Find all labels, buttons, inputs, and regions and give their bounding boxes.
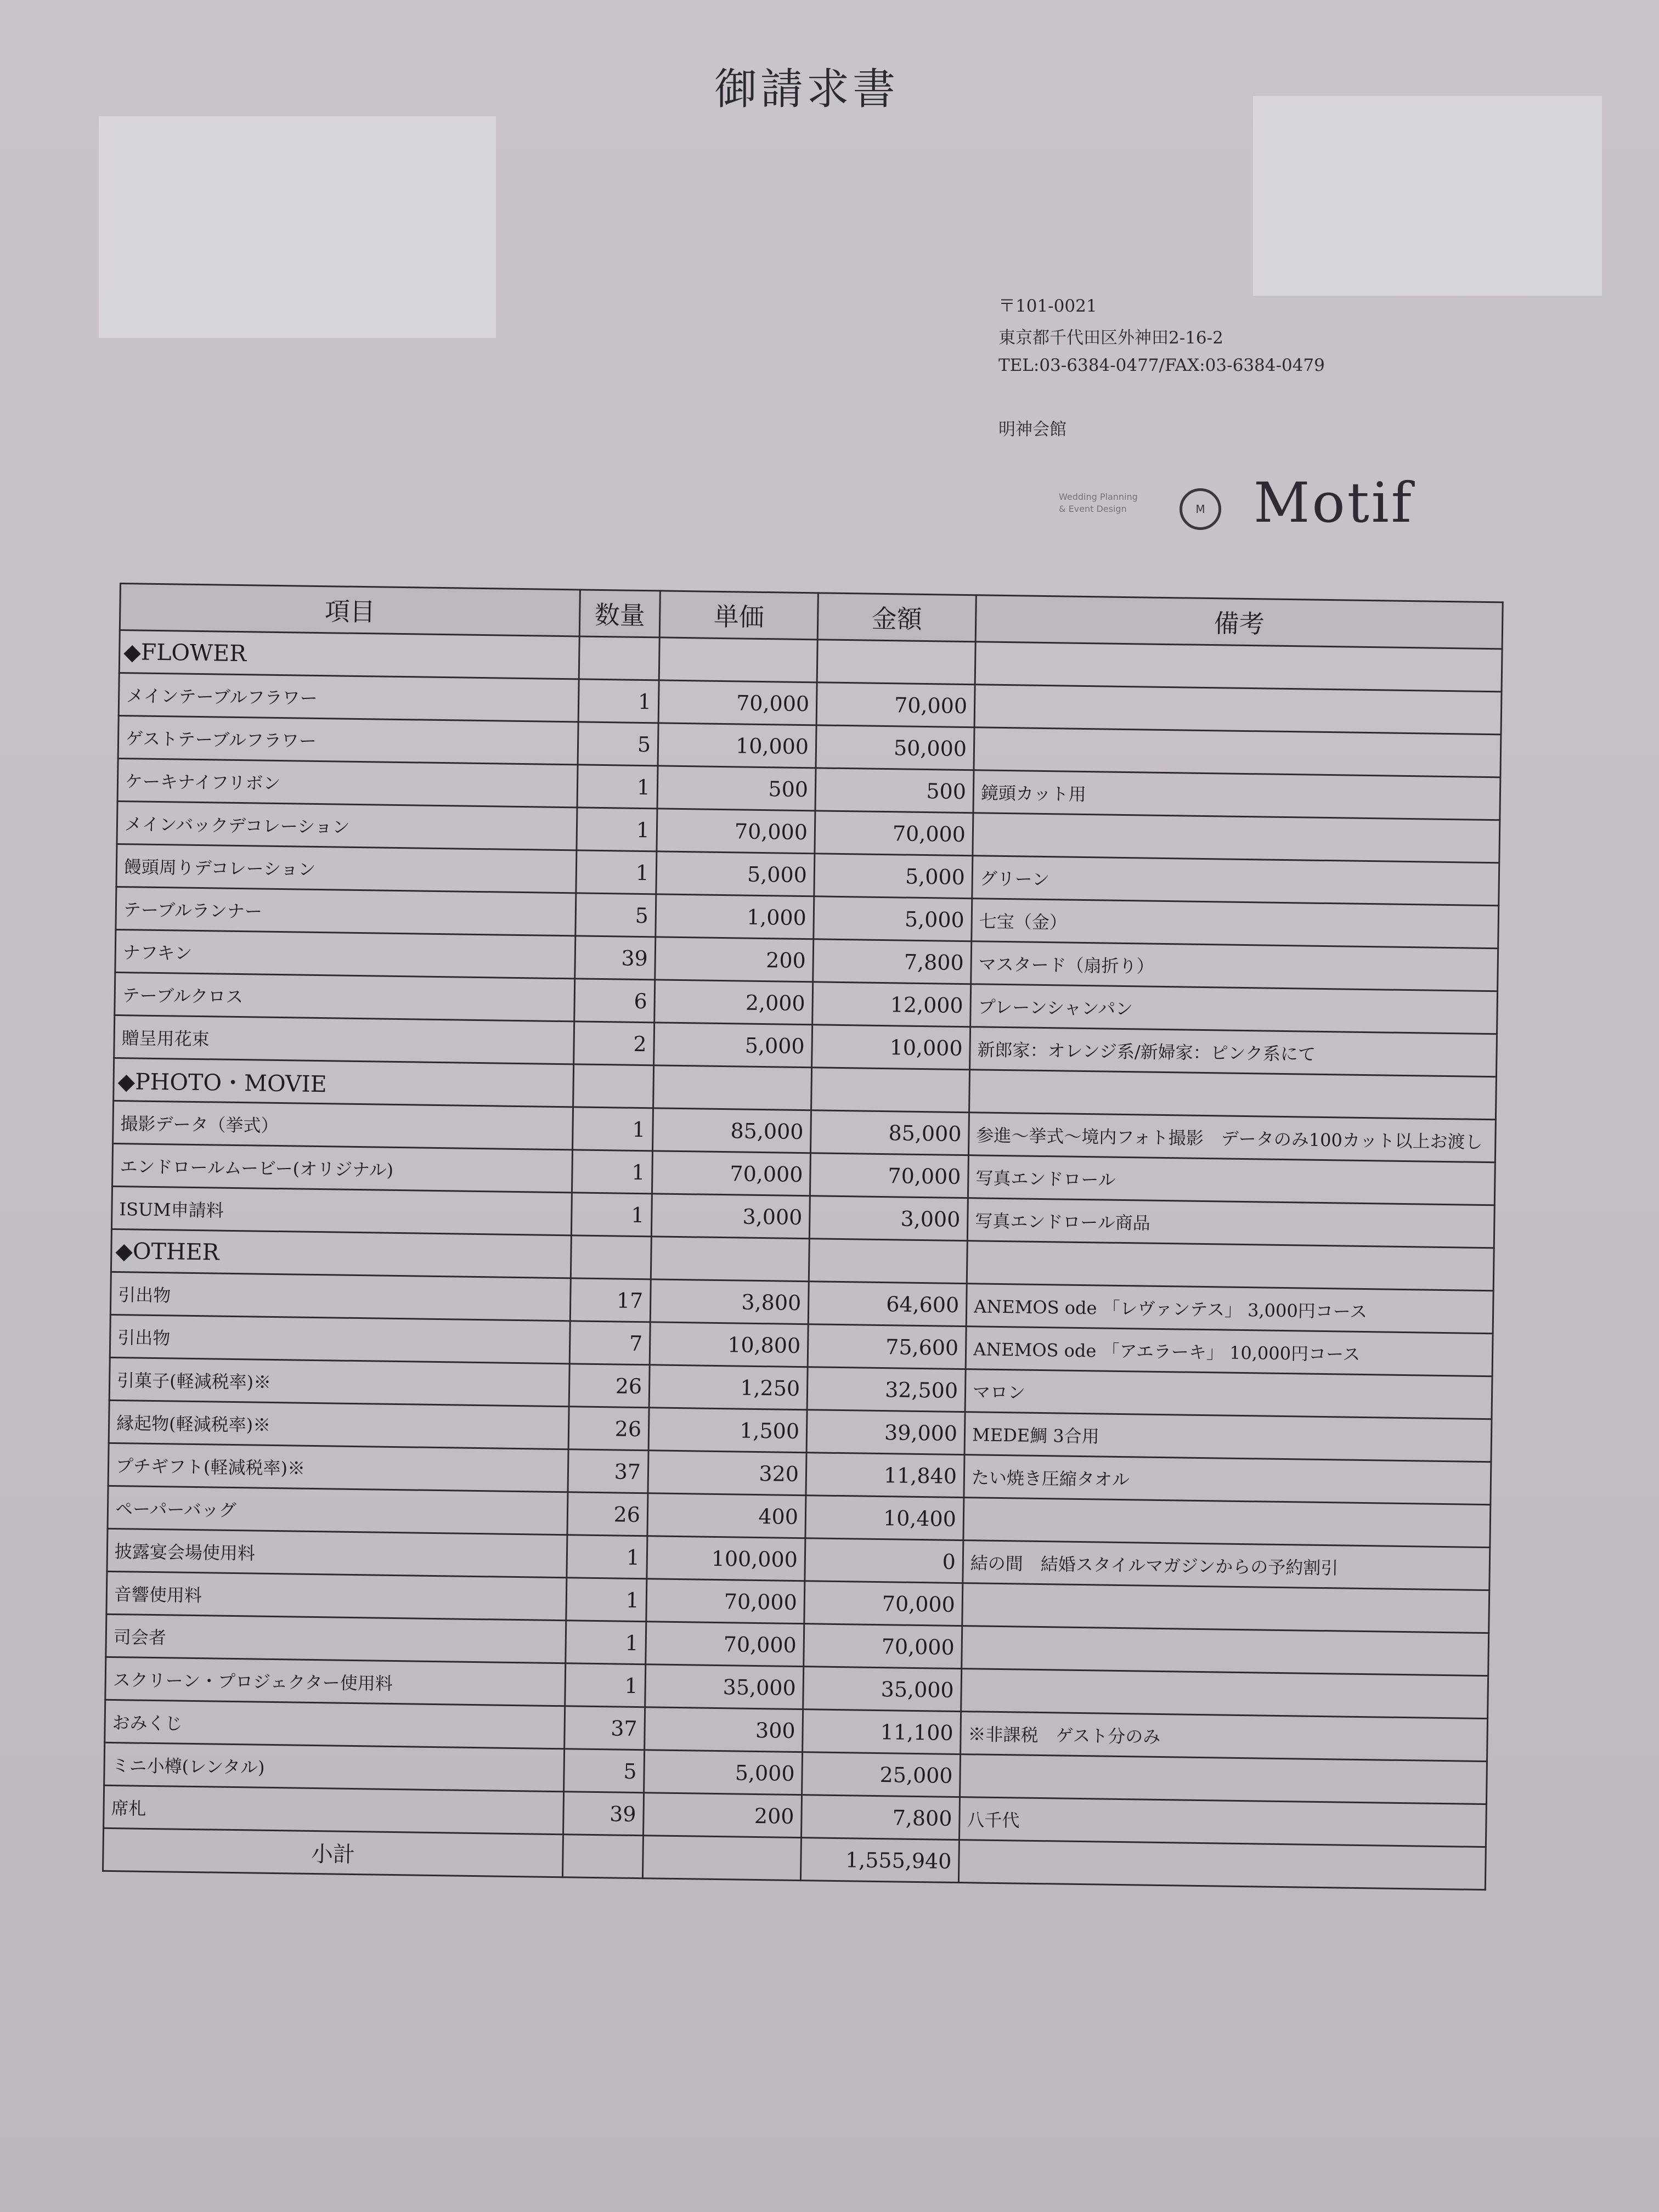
item-name: ゲストテーブルフラワー	[118, 715, 578, 764]
unit-price-cell: 10,000	[658, 723, 816, 768]
item-name: 撮影データ（挙式）	[113, 1101, 573, 1149]
remarks-cell	[973, 813, 1500, 863]
header-remarks: 備考	[975, 595, 1503, 649]
quantity-cell: 26	[567, 1492, 648, 1536]
item-name: 饅頭周りデコレーション	[116, 844, 577, 893]
remarks-cell	[974, 685, 1502, 735]
unit-price-cell	[659, 637, 817, 682]
quantity-cell: 1	[566, 1621, 646, 1664]
unit-price-cell: 1,000	[656, 894, 814, 939]
quantity-cell: 2	[574, 1022, 654, 1065]
remarks-cell	[963, 1498, 1491, 1548]
remarks-cell: 写真エンドロール商品	[967, 1198, 1494, 1248]
item-name: メインテーブルフラワー	[119, 673, 579, 722]
item-name: テーブルランナー	[116, 887, 576, 935]
remarks-cell	[969, 1070, 1496, 1120]
quantity-cell: 5	[564, 1749, 645, 1793]
quantity-cell	[573, 1064, 654, 1108]
quantity-cell: 5	[575, 893, 656, 937]
amount-cell	[811, 1068, 970, 1113]
unit-price-cell: 1,500	[648, 1408, 807, 1453]
remarks-cell: 写真エンドロール	[968, 1155, 1495, 1205]
remarks-cell: グリーン	[972, 856, 1499, 906]
quantity-cell: 1	[576, 850, 657, 894]
amount-cell	[817, 640, 975, 685]
remarks-cell	[961, 1669, 1488, 1719]
logo-wordmark: Motif	[1254, 471, 1414, 535]
quantity-cell: 1	[572, 1150, 652, 1194]
logo-tagline-line1: Wedding Planning	[1059, 492, 1138, 502]
quantity-cell: 1	[567, 1535, 647, 1579]
amount-cell: 11,100	[803, 1709, 961, 1754]
remarks-cell: 結の間 結婚スタイルマガジンからの予約割引	[963, 1541, 1490, 1590]
unit-price-cell: 3,000	[651, 1194, 810, 1239]
amount-cell: 39,000	[806, 1410, 965, 1455]
item-name: 音響使用料	[106, 1571, 567, 1620]
unit-price-cell: 5,000	[654, 1023, 812, 1068]
amount-cell: 0	[805, 1538, 963, 1583]
amount-cell: 500	[815, 768, 974, 813]
remarks-cell	[962, 1626, 1489, 1676]
item-name: テーブルクロス	[115, 972, 575, 1021]
quantity-cell: 6	[574, 979, 655, 1023]
item-name: 披露宴会場使用料	[107, 1528, 567, 1577]
item-name: プチギフト(軽減税率)※	[108, 1443, 568, 1492]
subtotal-unit-cell	[642, 1836, 801, 1881]
remarks-cell: ※非課税 ゲスト分のみ	[961, 1712, 1488, 1762]
amount-cell: 85,000	[810, 1110, 969, 1155]
quantity-cell: 39	[575, 936, 656, 980]
quantity-cell	[579, 636, 659, 680]
remarks-cell: プレーンシャンパン	[970, 984, 1498, 1034]
redacted-block-right	[1253, 96, 1602, 296]
unit-price-cell: 70,000	[657, 809, 815, 854]
remarks-cell: マロン	[965, 1369, 1492, 1419]
item-name: ISUM申請料	[111, 1186, 572, 1235]
subtotal-note-cell	[958, 1840, 1486, 1890]
amount-cell: 7,800	[813, 939, 972, 984]
remarks-cell: 参進～挙式～境内フォト撮影 データのみ100カット以上お渡し	[968, 1113, 1496, 1163]
unit-price-cell: 85,000	[652, 1108, 811, 1153]
amount-cell: 11,840	[806, 1453, 964, 1498]
quantity-cell: 26	[569, 1364, 650, 1408]
unit-price-cell: 2,000	[654, 980, 813, 1025]
remarks-cell	[967, 1241, 1494, 1291]
item-name: ケーキナイフリボン	[117, 758, 578, 807]
header-amount: 金額	[817, 593, 976, 642]
item-name: 司会者	[106, 1614, 566, 1663]
redacted-block-left	[99, 116, 496, 338]
unit-price-cell: 3,800	[650, 1279, 809, 1324]
item-name: 引菓子(軽減税率)※	[109, 1357, 569, 1406]
logo-tagline	[1059, 491, 1163, 515]
remarks-cell: 八千代	[959, 1797, 1486, 1847]
amount-cell: 10,000	[812, 1025, 970, 1070]
sender-address: 東京都千代田区外神田2-16-2	[998, 328, 1223, 348]
item-name: 贈呈用花束	[114, 1015, 574, 1064]
amount-cell: 70,000	[815, 811, 973, 856]
item-name: ミニ小樽(レンタル)	[104, 1742, 565, 1791]
remarks-cell: 鏡頭カット用	[973, 770, 1500, 820]
section-title: ◆FLOWER	[119, 630, 579, 679]
amount-cell: 7,800	[801, 1795, 960, 1840]
unit-price-cell: 100,000	[647, 1536, 805, 1581]
section-title: ◆OTHER	[111, 1229, 571, 1278]
section-title: ◆PHOTO・MOVIE	[114, 1058, 574, 1107]
quantity-cell: 1	[578, 679, 659, 723]
item-name: 席札	[104, 1785, 564, 1834]
header-item: 項目	[120, 584, 580, 636]
amount-cell: 25,000	[802, 1752, 961, 1797]
amount-cell: 50,000	[816, 725, 974, 770]
item-name: 引出物	[110, 1314, 570, 1363]
unit-price-cell: 300	[645, 1707, 803, 1752]
item-name: おみくじ	[105, 1700, 565, 1748]
unit-price-cell: 200	[644, 1793, 802, 1838]
unit-price-cell: 70,000	[652, 1151, 810, 1196]
amount-cell: 12,000	[812, 982, 971, 1027]
header-quantity: 数量	[579, 590, 660, 637]
quantity-cell: 1	[566, 1578, 647, 1622]
unit-price-cell	[651, 1237, 809, 1282]
amount-cell: 70,000	[810, 1153, 968, 1198]
item-name: スクリーン・プロジェクター使用料	[105, 1657, 566, 1706]
unit-price-cell: 70,000	[646, 1579, 805, 1624]
remarks-cell: マスタード（扇折り）	[971, 941, 1498, 991]
remarks-cell: 七宝（金）	[972, 899, 1499, 949]
quantity-cell: 39	[563, 1792, 644, 1836]
remarks-cell: ANEMOS ode 「レヴァンテス」 3,000円コース	[966, 1284, 1493, 1334]
unit-price-cell: 1,250	[649, 1365, 808, 1410]
quantity-cell: 5	[578, 722, 658, 766]
document-title: 御請求書	[714, 65, 899, 114]
amount-cell: 70,000	[804, 1581, 963, 1626]
remarks-cell: ANEMOS ode 「アエラーキ」 10,000円コース	[966, 1327, 1493, 1376]
item-name: ペーパーバッグ	[108, 1486, 568, 1534]
invoice-table	[102, 583, 1504, 1891]
quantity-cell: 1	[571, 1193, 652, 1237]
unit-price-cell: 500	[657, 766, 816, 811]
sender-phone-fax: TEL:03-6384-0477/FAX:03-6384-0479	[998, 356, 1325, 375]
quantity-cell: 37	[565, 1706, 645, 1750]
quantity-cell: 17	[570, 1278, 651, 1322]
table-body	[104, 630, 1502, 1847]
logo-mark-icon: M	[1180, 488, 1221, 530]
amount-cell: 75,600	[808, 1324, 966, 1369]
header-unit-price: 単価	[659, 591, 818, 640]
quantity-cell: 1	[577, 765, 658, 809]
unit-price-cell: 35,000	[645, 1664, 804, 1709]
venue-name: 明神会館	[998, 420, 1066, 439]
unit-price-cell: 400	[647, 1493, 806, 1538]
remarks-cell	[974, 727, 1501, 777]
amount-cell: 5,000	[814, 854, 973, 899]
logo-tagline-line2: & Event Design	[1059, 504, 1127, 514]
amount-cell: 35,000	[803, 1667, 962, 1712]
remarks-cell: MEDE鯛 3合用	[964, 1412, 1492, 1462]
item-name: ナフキン	[115, 929, 575, 978]
remarks-cell	[962, 1583, 1489, 1633]
quantity-cell: 37	[568, 1449, 648, 1493]
remarks-cell: たい焼き圧縮タオル	[964, 1455, 1491, 1505]
amount-cell: 3,000	[809, 1196, 968, 1241]
item-name: エンドロールムービー(オリジナル)	[112, 1143, 573, 1192]
amount-cell: 64,600	[808, 1282, 967, 1327]
remarks-cell	[960, 1754, 1487, 1804]
unit-price-cell: 10,800	[650, 1322, 808, 1367]
unit-price-cell: 5,000	[656, 851, 815, 896]
item-name: 縁起物(軽減税率)※	[109, 1400, 569, 1449]
item-name: 引出物	[110, 1272, 571, 1321]
amount-cell	[809, 1239, 967, 1284]
remarks-cell	[975, 642, 1502, 692]
unit-price-cell: 70,000	[658, 680, 817, 725]
amount-cell: 10,400	[805, 1496, 964, 1541]
remarks-cell: 新郎家：オレンジ系/新婦家：ピンク系にて	[970, 1027, 1497, 1077]
amount-cell: 5,000	[814, 896, 972, 941]
amount-cell: 70,000	[816, 682, 975, 727]
invoice-table-wrapper	[102, 583, 1502, 1891]
quantity-cell: 7	[569, 1321, 650, 1365]
item-name: メインバックデコレーション	[117, 801, 577, 850]
quantity-cell: 1	[577, 808, 657, 851]
unit-price-cell: 70,000	[646, 1622, 804, 1667]
postal-code: 〒101-0021	[998, 296, 1097, 316]
subtotal-qty-cell	[562, 1835, 643, 1878]
unit-price-cell: 320	[648, 1451, 806, 1496]
quantity-cell: 1	[565, 1663, 646, 1707]
subtotal-amount: 1,555,940	[800, 1838, 959, 1883]
quantity-cell: 1	[573, 1107, 653, 1151]
quantity-cell	[571, 1235, 651, 1279]
subtotal-label: 小計	[103, 1828, 563, 1877]
quantity-cell: 26	[568, 1407, 649, 1451]
unit-price-cell: 5,000	[644, 1750, 803, 1795]
unit-price-cell	[653, 1065, 812, 1110]
amount-cell: 32,500	[807, 1367, 966, 1412]
amount-cell: 70,000	[804, 1624, 962, 1669]
unit-price-cell: 200	[655, 937, 814, 982]
